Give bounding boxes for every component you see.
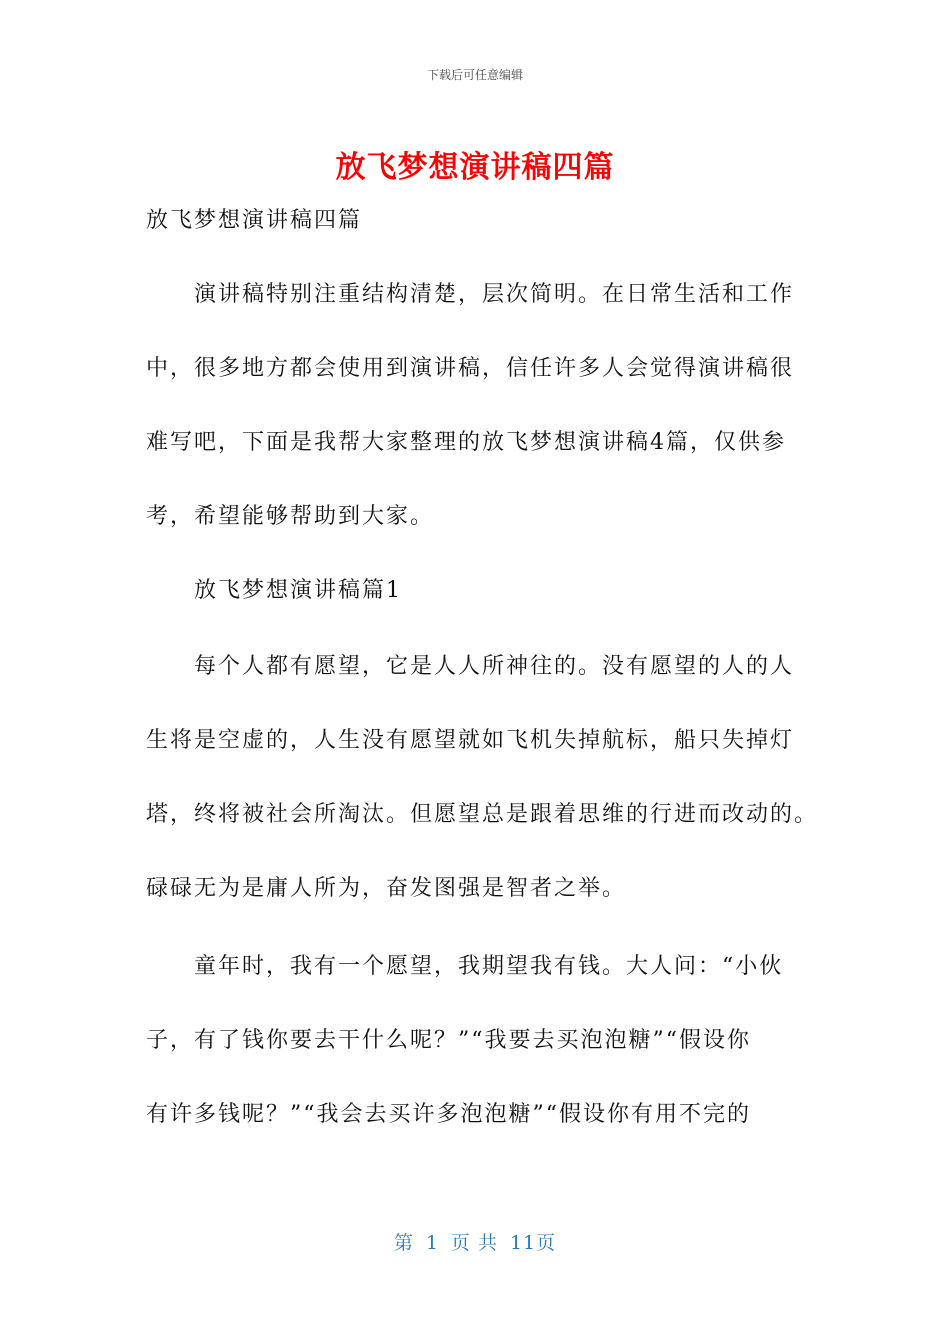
current-page-number: 1 <box>425 1232 439 1254</box>
paragraph-line: 中，很多地方都会使用到演讲稿，信任许多人会觉得演讲稿很 <box>146 356 795 381</box>
footer-suffix: 页 <box>536 1232 557 1254</box>
paragraph-line: 子，有了钱你要去干什么呢？”“我要去买泡泡糖”“假设你 <box>146 1028 751 1053</box>
footer-prefix: 第 <box>393 1232 414 1254</box>
paragraph-line: 每个人都有愿望，它是人人所神往的。没有愿望的人的人 <box>194 654 795 679</box>
header-note: 下载后可任意编辑 <box>426 68 523 82</box>
subtitle-line: 放飞梦想演讲稿四篇 <box>146 208 363 233</box>
paragraph-line: 演讲稿特别注重结构清楚，层次简明。在日常生活和工作 <box>194 282 795 307</box>
page-number-footer <box>0 1228 950 1255</box>
paragraph-line: 有许多钱呢？”“我会去买许多泡泡糖”“假设你有用不完的 <box>146 1102 751 1127</box>
section-heading: 放飞梦想演讲稿篇1 <box>194 578 402 603</box>
document-title: 放飞梦想演讲稿四篇 <box>335 150 615 185</box>
paragraph-line: 童年时，我有一个愿望，我期望我有钱。大人问：“小伙 <box>194 954 784 979</box>
paragraph-line: 塔，终将被社会所淘汰。但愿望总是跟着思维的行进而改动的。 <box>146 802 819 827</box>
paragraph-line: 碌碌无为是庸人所为，奋发图强是智者之举。 <box>146 876 627 901</box>
total-page-number: 11 <box>509 1232 537 1254</box>
paragraph-line: 难写吧，下面是我帮大家整理的放飞梦想演讲稿4篇，仅供参 <box>146 430 786 455</box>
footer-mid: 页 共 <box>450 1232 498 1254</box>
paragraph-line: 考，希望能够帮助到大家。 <box>146 504 435 529</box>
paragraph-line: 生将是空虚的，人生没有愿望就如飞机失掉航标，船只失掉灯 <box>146 728 795 753</box>
